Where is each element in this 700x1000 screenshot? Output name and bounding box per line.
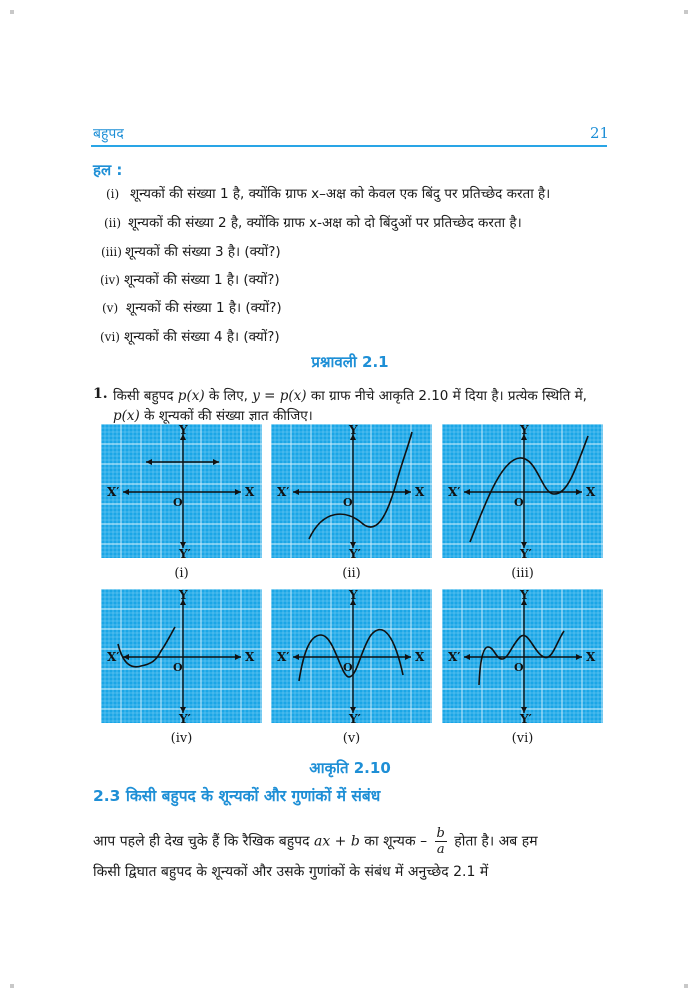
- graph-panel-iii: [442, 424, 603, 558]
- section-heading: 2.3 किसी बहुपद के शून्यकों और गुणांकों में संबंध: [93, 787, 381, 805]
- graph-caption: (iii): [511, 566, 534, 581]
- paragraph-text: किसी द्विघात बहुपद के शून्यकों और उसके गुणांकों के संबंध में अनुच्छेद 2.1 में: [93, 864, 489, 880]
- corner-mark-tl: [10, 10, 14, 14]
- exercise-title: प्रश्नावली 2.1: [311, 353, 389, 371]
- y-neg-axis-label: Y′: [179, 547, 191, 558]
- question-number: 1.: [93, 386, 108, 402]
- solution-line-text: शून्यकों की संख्या 1 है, क्योंकि ग्राफ x–अक्ष को केवल एक बिंदु पर प्रतिच्छेद करता है।: [130, 186, 551, 202]
- solution-line-text: शून्यकों की संख्या 2 है, क्योंकि ग्राफ x-अक्ष को दो बिंदुओं पर प्रतिच्छेद करता है।: [128, 215, 522, 231]
- y-axis-label: Y: [349, 589, 358, 602]
- x-axis-arrow: [576, 489, 582, 495]
- paragraph-text: होता है। अब हम: [449, 833, 538, 850]
- graph-svg: [271, 424, 432, 558]
- graph-svg: [101, 589, 262, 723]
- x-neg-axis-label: X′: [107, 650, 120, 664]
- y-axis-label: Y: [179, 424, 188, 437]
- graph-panel-vi: [442, 589, 603, 723]
- fraction-numerator: b: [436, 826, 445, 841]
- question-text-part: के शून्यकों की संख्या ज्ञात कीजिए।: [139, 408, 313, 424]
- math-expression: ax + b: [313, 833, 360, 850]
- x-neg-axis-arrow: [464, 489, 470, 495]
- graph-caption: (ii): [342, 566, 361, 581]
- solution-line-number: (v): [102, 301, 119, 315]
- x-axis-label: X: [586, 650, 596, 664]
- graph-svg: [101, 424, 262, 558]
- graph-caption: (v): [342, 731, 361, 746]
- fraction-b-over-a: [435, 826, 447, 857]
- graph-svg: [442, 424, 603, 558]
- math-px: p(x): [177, 388, 205, 404]
- solution-line: [106, 184, 550, 202]
- y-axis-label: Y: [520, 589, 529, 602]
- page-number: 21: [590, 124, 610, 142]
- x-axis-arrow: [576, 654, 582, 660]
- solution-line-number: (iv): [100, 273, 120, 287]
- graph-svg: [271, 589, 432, 723]
- running-header: बहुपद: [93, 126, 124, 142]
- x-axis-label: X: [415, 485, 425, 499]
- corner-mark-br: [684, 984, 688, 988]
- graph-panel-v: [271, 589, 432, 723]
- paragraph-text: आप पहले ही देख चुके हैं कि रैखिक बहुपद: [93, 833, 314, 850]
- origin-label: O: [343, 496, 353, 509]
- x-neg-axis-label: X′: [448, 650, 461, 664]
- x-axis-label: X: [245, 485, 255, 499]
- corner-mark-tr: [684, 10, 688, 14]
- y-axis-label: Y: [349, 424, 358, 437]
- y-axis-label: Y: [179, 589, 188, 602]
- solution-line: [100, 327, 280, 345]
- graph-caption: (iv): [170, 731, 193, 746]
- fraction-denominator: a: [436, 842, 445, 857]
- paragraph-line: [93, 826, 538, 857]
- solution-line: [100, 270, 280, 288]
- y-neg-axis-label: Y′: [349, 547, 361, 558]
- x-axis-label: X: [586, 485, 596, 499]
- solution-line-text: शून्यकों की संख्या 4 है। (क्यों?): [124, 329, 280, 345]
- x-neg-axis-arrow: [123, 489, 129, 495]
- paragraph-text: का शून्यक: [359, 833, 421, 850]
- math-equation: y = p(x): [252, 388, 307, 404]
- x-axis-arrow: [405, 489, 411, 495]
- x-axis-arrow: [235, 489, 241, 495]
- origin-label: O: [514, 496, 524, 509]
- graph-svg: [442, 589, 603, 723]
- solution-line-text: शून्यकों की संख्या 3 है। (क्यों?): [125, 244, 281, 260]
- solution-line-number: (i): [106, 187, 120, 201]
- question-text-part: के लिए,: [204, 388, 253, 404]
- y-axis-label: Y: [520, 424, 529, 437]
- y-neg-axis-label: Y′: [520, 712, 532, 723]
- solution-line: [104, 213, 522, 231]
- x-axis-label: X: [245, 650, 255, 664]
- x-axis-arrow: [235, 654, 241, 660]
- x-neg-axis-label: X′: [107, 485, 120, 499]
- graph-caption: (i): [174, 566, 189, 581]
- y-neg-axis-label: Y′: [349, 712, 361, 723]
- origin-label: O: [514, 661, 524, 674]
- x-neg-axis-label: X′: [277, 650, 290, 664]
- origin-label: O: [173, 661, 183, 674]
- solution-line: [101, 242, 281, 260]
- x-axis-label: X: [415, 650, 425, 664]
- paragraph-line: [93, 862, 488, 881]
- x-neg-axis-arrow: [293, 489, 299, 495]
- question-text-part: किसी बहुपद: [113, 388, 178, 404]
- x-neg-axis-label: X′: [277, 485, 290, 499]
- corner-mark-bl: [10, 984, 14, 988]
- x-neg-axis-arrow: [293, 654, 299, 660]
- figure-caption: आकृति 2.10: [309, 759, 391, 777]
- math-px: p(x): [113, 408, 140, 424]
- origin-label: O: [343, 661, 353, 674]
- x-axis-arrow: [405, 654, 411, 660]
- solution-line-number: (iii): [101, 245, 122, 259]
- origin-label: O: [173, 496, 183, 509]
- question-text: [113, 386, 609, 426]
- solution-line-number: (ii): [104, 216, 122, 230]
- minus-sign: –: [420, 833, 432, 850]
- solution-line-number: (vi): [100, 330, 120, 344]
- solution-line-text: शून्यकों की संख्या 1 है। (क्यों?): [126, 300, 282, 316]
- question-text-part: का ग्राफ नीचे आकृति 2.10 में दिया है। प्रत्येक स्थिति में,: [306, 388, 587, 404]
- solution-heading: हल :: [93, 161, 123, 179]
- graph-panel-i: [101, 424, 262, 558]
- header-rule: [91, 145, 607, 147]
- graph-caption: (vi): [511, 731, 534, 746]
- x-neg-axis-label: X′: [448, 485, 461, 499]
- solution-line-text: शून्यकों की संख्या 1 है। (क्यों?): [124, 272, 280, 288]
- solution-line: [102, 298, 282, 316]
- y-neg-axis-label: Y′: [520, 547, 532, 558]
- x-neg-axis-arrow: [464, 654, 470, 660]
- graph-panel-iv: [101, 589, 262, 723]
- y-neg-axis-label: Y′: [179, 712, 191, 723]
- graph-panel-ii: [271, 424, 432, 558]
